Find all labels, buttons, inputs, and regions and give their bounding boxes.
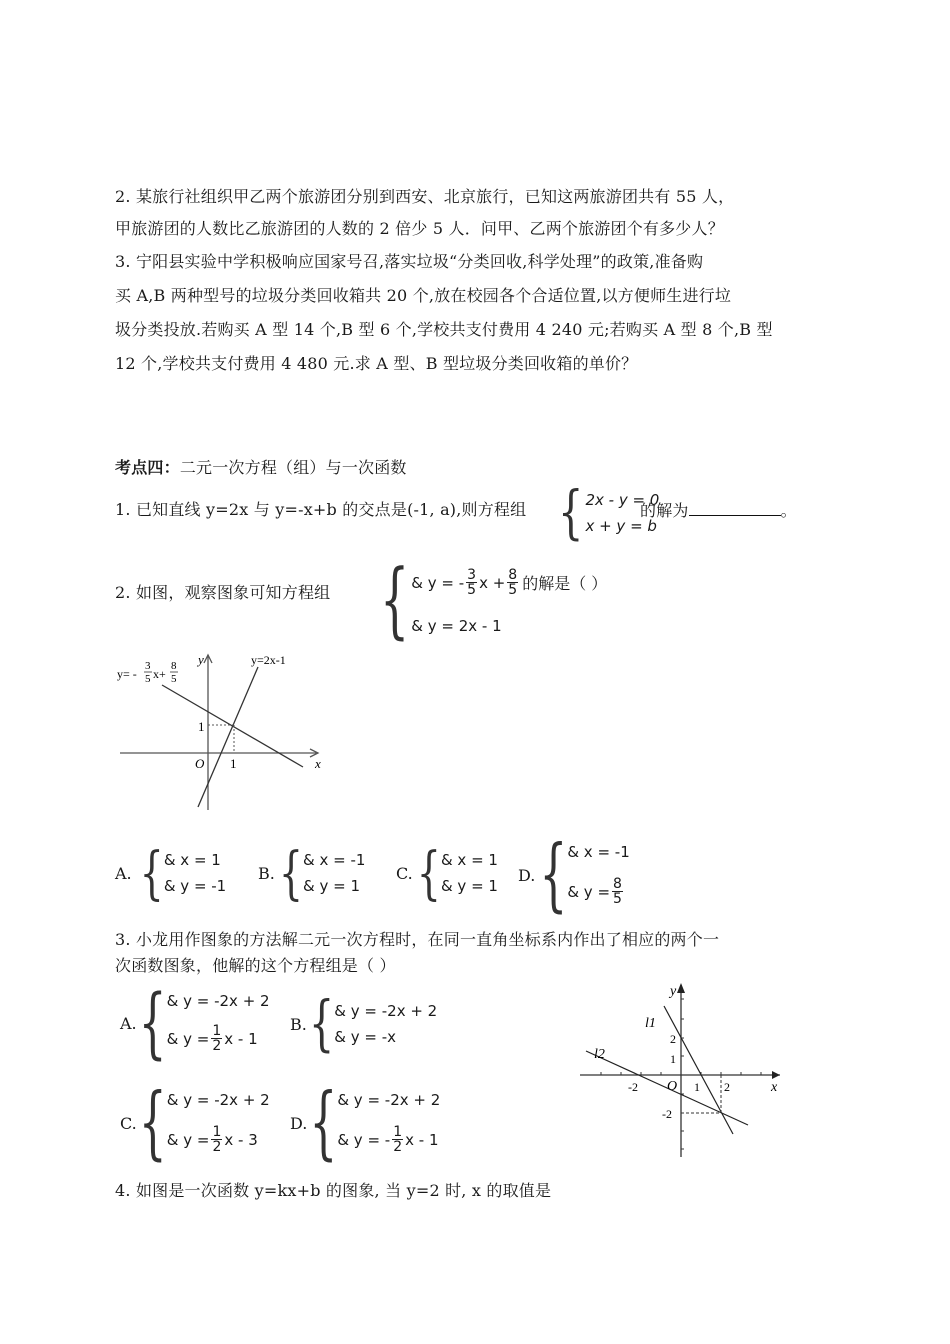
q3-graph (570, 975, 790, 1165)
brace-icon: { (308, 989, 335, 1059)
s4-q1-eq2: x + y = b (585, 517, 657, 535)
q2-line-2: 甲旅游团的人数比乙旅游团的人数的 2 倍少 5 人．问甲、乙两个旅游团个有多少人？ (115, 219, 724, 238)
q3-option-a[interactable]: A. { & y = -2x + 2 & y = $\frac{1}{2}$ x - 1 (120, 978, 270, 1068)
q2-option-d[interactable]: D. { & x = -1 & y = $\frac{8}{5}$ (518, 829, 630, 921)
q2-option-c[interactable]: C. { & x = 1 & y = 1 (396, 840, 498, 906)
svg-text:-2: -2 (628, 1080, 638, 1094)
brace-icon: { (278, 840, 304, 906)
svg-text:2: 2 (670, 1032, 676, 1046)
heading-bold: 考点四： (115, 458, 180, 477)
svg-text:2: 2 (724, 1080, 730, 1094)
svg-text:l1: l1 (645, 1016, 656, 1031)
svg-text:y: y (670, 984, 677, 999)
svg-text:y= -: y= - (117, 667, 137, 681)
svg-text:x: x (771, 1080, 778, 1095)
s4-q2-eq2: & y = 2x - 1 (411, 616, 502, 635)
q3-option-c[interactable]: C. { & y = -2x + 2 & y = $\frac{1}{2}$ x - 3 (120, 1077, 270, 1169)
brace-icon: { (138, 978, 167, 1068)
q3-line-4: 12 个,学校共支付费用 4 480 元.求 A 型、B 型垃圾分类回收箱的单价？ (115, 354, 638, 373)
svg-text:O: O (667, 1079, 678, 1094)
svg-text:-2: -2 (662, 1107, 672, 1121)
s4-q3-line-2: 次函数图象，他解的这个方程组是（ ） (115, 956, 396, 975)
svg-text:1: 1 (198, 719, 205, 734)
svg-text:1: 1 (670, 1052, 676, 1066)
svg-text:y: y (198, 652, 204, 667)
brace-icon: { (138, 1077, 167, 1169)
s4-q2-prefix: 2. 如图，观察图象可知方程组 (115, 583, 331, 602)
svg-text:1: 1 (694, 1080, 700, 1094)
q3-line-2: 买 A,B 两种型号的垃圾分类回收箱共 20 个,放在校园各个合适位置,以方便师生进行垃 (115, 286, 732, 305)
q2-line-1: 2. 某旅行社组织甲乙两个旅游团分别到西安、北京旅行，已知这两旅游团共有 55 人， (115, 187, 735, 206)
svg-text:l2: l2 (594, 1047, 605, 1062)
section-heading (115, 458, 407, 478)
q3-line-3: 圾分类投放.若购买 A 型 14 个,B 型 6 个,学校共支付费用 4 240 元;若购买 A 型 8 个,B 型 (115, 320, 773, 339)
q2-option-b[interactable]: B. { & x = -1 & y = 1 (258, 840, 366, 906)
svg-text:5: 5 (171, 673, 177, 685)
svg-text:O: O (195, 756, 205, 771)
s4-q3-line-1: 3. 小龙用作图象的方法解二元一次方程时，在同一直角坐标系内作出了相应的两个一 (115, 930, 720, 949)
svg-text:8: 8 (171, 660, 177, 672)
svg-text:y=2x-1: y=2x-1 (251, 653, 286, 667)
svg-text:1: 1 (230, 756, 237, 771)
svg-text:5: 5 (145, 673, 151, 685)
brace-icon: { (309, 1077, 338, 1169)
s4-q2-system (380, 550, 608, 648)
s4-q2-eq1: & y = - $\frac{3}{5}$ x + $\frac{8}{5}$ 的解是（ ） (411, 567, 608, 598)
q3-line-1: 3. 宁阳县实验中学积极响应国家号召,落实垃圾“分类回收,科学处理”的政策,准备购 (115, 252, 704, 271)
q3-option-b[interactable]: B. { & y = -2x + 2 & y = -x (290, 989, 438, 1059)
s4-q4-line-1: 4. 如图是一次函数 y=kx+b 的图象, 当 y=2 时, x 的取值是 (115, 1181, 552, 1200)
s4-q1-prefix: 1. 已知直线 y=2x 与 y=-x+b 的交点是(-1, a),则方程组 (115, 500, 527, 519)
brace-icon: { (539, 829, 568, 921)
s4-q1-suffix: 的解为 。 (640, 501, 797, 520)
q2-graph (110, 645, 340, 815)
brace-icon: { (558, 479, 584, 547)
heading-rest: 二元一次方程（组）与一次函数 (179, 458, 407, 477)
brace-icon: { (416, 840, 441, 906)
brace-icon: { (139, 840, 164, 906)
brace-icon: { (380, 550, 410, 648)
answer-blank[interactable] (689, 500, 781, 516)
svg-text:x+: x+ (153, 667, 166, 681)
svg-text:x: x (315, 756, 321, 771)
s4-q1-eq1: 2x - y = 0 (585, 491, 660, 509)
q2-option-a[interactable]: A. { & x = 1 & y = -1 (115, 840, 227, 906)
q3-option-d[interactable]: D. { & y = -2x + 2 & y = - $\frac{1}{2}$ x - 1 (290, 1077, 441, 1169)
svg-text:3: 3 (145, 660, 151, 672)
